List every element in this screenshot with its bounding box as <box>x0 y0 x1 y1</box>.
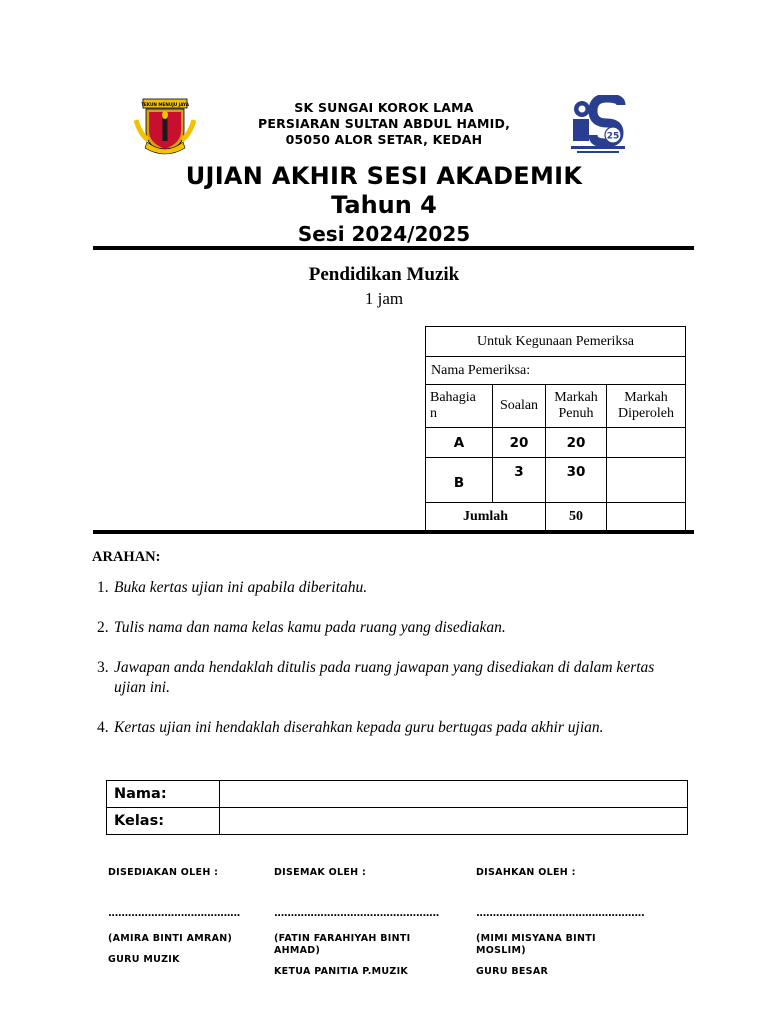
section-cell: A <box>426 428 493 458</box>
marks-obtained-cell[interactable] <box>607 458 686 503</box>
column-header-questions: Soalan <box>493 385 546 428</box>
anniversary-number: 25 <box>606 131 620 142</box>
instruction-item: 4. Kertas ujian ini hendaklah diserahkan kepada guru bertugas pada akhir ujian. <box>97 719 604 736</box>
examiner-table <box>425 326 686 532</box>
instruction-text: Jawapan anda hendaklah ditulis pada ruang jawapan yang disediakan di dalam kertas ujian ini. <box>114 659 655 696</box>
table-row <box>426 428 686 458</box>
column-header-section-text: Bahagia n <box>430 390 476 421</box>
column-header-marks-obtained: Markah Diperoleh <box>607 385 686 428</box>
name-label: Nama: <box>107 781 220 808</box>
approved-by-name: (MIMI MISYANA BINTI MOSLIM) <box>476 933 596 956</box>
instruction-text: Buka kertas ujian ini apabila diberitahu. <box>114 579 368 596</box>
header-divider <box>93 246 694 250</box>
full-marks-cell: 20 <box>546 428 607 458</box>
questions-cell: 20 <box>493 428 546 458</box>
questions-cell: 3 <box>493 458 546 503</box>
prepared-by-name: (AMIRA BINTI AMRAN) <box>108 933 233 944</box>
column-header-full-marks: Markah Penuh <box>546 385 607 428</box>
total-label: Jumlah <box>426 503 546 532</box>
class-field[interactable] <box>220 808 688 835</box>
examiner-name-label: Nama Pemeriksa: <box>426 357 686 385</box>
instruction-item: 2. Tulis nama dan nama kelas kamu pada ruang yang disediakan. <box>97 619 506 636</box>
instruction-text: Tulis nama dan nama kelas kamu pada ruang yang disediakan. <box>114 619 506 636</box>
prepared-by-signature-line: ........................................ <box>108 908 240 919</box>
instructions-heading: ARAHAN: <box>92 549 161 565</box>
column-header-section <box>426 385 493 428</box>
checked-by-label: DISEMAK OLEH : <box>274 867 367 878</box>
exam-session: Sesi 2024/2025 <box>297 222 471 246</box>
exam-duration: 1 jam <box>364 289 404 308</box>
approved-by-title: GURU BESAR <box>476 966 549 977</box>
table-row <box>426 458 686 503</box>
name-field[interactable] <box>220 781 688 808</box>
approved-by-signature-line: ................................................... <box>476 908 645 919</box>
instructions-list <box>97 578 674 758</box>
school-address-line2: 05050 ALOR SETAR, KEDAH <box>285 132 483 147</box>
total-marks: 50 <box>546 503 607 532</box>
student-info-table <box>106 780 688 835</box>
anniversary-logo <box>569 95 627 155</box>
exam-year: Tahun 4 <box>331 191 437 219</box>
total-obtained[interactable] <box>607 503 686 532</box>
approved-by-label: DISAHKAN OLEH : <box>476 867 576 878</box>
crest-motto-text: TEKUN MENUJU JAYA <box>141 102 189 107</box>
checked-by-title: KETUA PANITIA P.MUZIK <box>274 966 409 977</box>
checked-by-signature-line: .................................................. <box>274 908 439 919</box>
marks-obtained-cell[interactable] <box>607 428 686 458</box>
table-divider <box>93 530 694 534</box>
class-label: Kelas: <box>107 808 220 835</box>
school-crest-logo <box>134 98 196 158</box>
subject-title: Pendidikan Muzik <box>308 264 460 285</box>
checked-by-name: (FATIN FARAHIYAH BINTI AHMAD) <box>274 933 411 956</box>
school-address-line1: PERSIARAN SULTAN ABDUL HAMID, <box>257 116 511 131</box>
prepared-by-label: DISEDIAKAN OLEH : <box>108 867 219 878</box>
prepared-by-title: GURU MUZIK <box>108 954 180 965</box>
examiner-table-header: Untuk Kegunaan Pemeriksa <box>426 327 686 357</box>
instruction-text: Kertas ujian ini hendaklah diserahkan kepada guru bertugas pada akhir ujian. <box>114 719 604 736</box>
instruction-item: 3. Jawapan anda hendaklah ditulis pada ruang jawapan yang disediakan di dalam kertas ujian ini. <box>97 659 655 696</box>
section-cell: B <box>426 458 493 503</box>
exam-title: UJIAN AKHIR SESI AKADEMIK <box>185 162 583 190</box>
total-row <box>426 503 686 532</box>
school-name: SK SUNGAI KOROK LAMA <box>294 100 474 115</box>
full-marks-cell: 30 <box>546 458 607 503</box>
instruction-item: 1. Buka kertas ujian ini apabila diberitahu. <box>97 579 368 596</box>
